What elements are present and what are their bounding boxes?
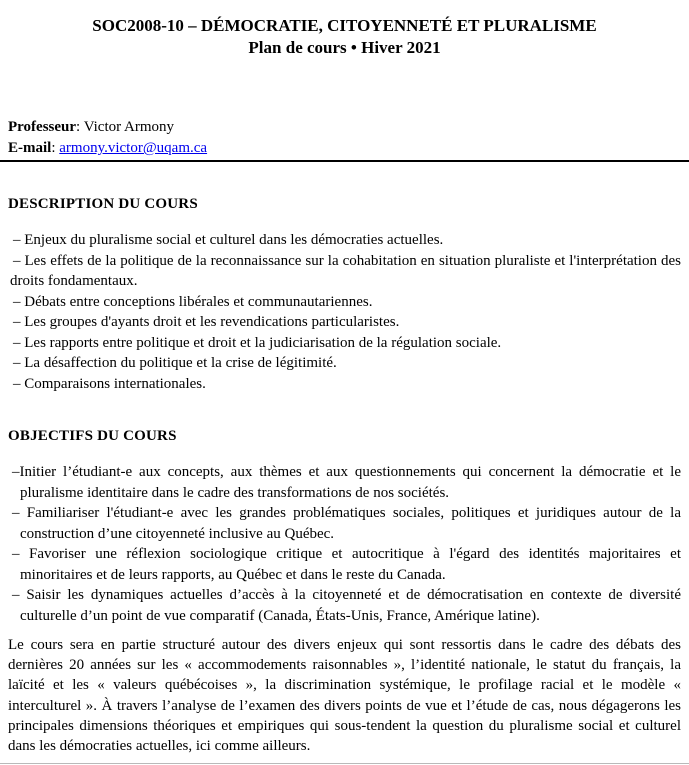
- professor-label: Professeur: [8, 119, 77, 135]
- closing-paragraph: Le cours sera en partie structuré autour des divers enjeux qui sont ressortis dans le cadre des débats des dernières 20 années sur les « accommodements raisonnables », l’identité nationale, le statut du français, la laïcité et les « valeurs québécoises », la discrimination systémique, le profilage racial et le modèle « interculturel ». À travers l’analyse de l’examen des divers points de vue et l’étude de cas, nous dégagerons les principales dimensions théoriques et empiriques qui sous-tendent la question du pluralisme social et culturel dans les démocraties actuelles, ici comme ailleurs.: [8, 637, 681, 755]
- list-item: – Comparaisons internationales.: [13, 375, 206, 392]
- professor-line: [8, 117, 681, 138]
- list-item: – La désaffection du politique et la crise de légitimité.: [13, 355, 337, 371]
- list-item: – Familiariser l'étudiant-e avec les grandes problématiques sociales, politiques et juridiques autour de la construction d’une citoyenneté inclusive au Québec.: [12, 505, 681, 542]
- list-item: – Favoriser une réflexion sociologique critique et autocritique à l'égard des identités majoritaires et minoritaires et de leurs rapports, au Québec et dans le reste du Canada.: [12, 546, 681, 583]
- list-item: – Les rapports entre politique et droit et la judiciarisation de la régulation sociale.: [13, 334, 502, 351]
- list-item: – Saisir les dynamiques actuelles d’accès à la citoyenneté et de démocratisation en contexte de diversité culturelle d’un point de vue comparatif (Canada, États-Unis, France, Amérique latine).: [12, 587, 681, 624]
- course-title: SOC2008-10 – DÉMOCRATIE, CITOYENNETÉ ET PLURALISME: [92, 16, 597, 35]
- email-separator: :: [51, 140, 60, 156]
- header-divider: [0, 160, 689, 162]
- instructor-block: [8, 117, 681, 159]
- list-item: – Enjeux du pluralisme social et culturel dans les démocraties actuelles.: [13, 232, 444, 248]
- syllabus-page: [0, 15, 689, 756]
- list-item: – Les effets de la politique de la reconnaissance sur la cohabitation en situation pluraliste et l'interprétation des droits fondamentaux.: [10, 252, 681, 289]
- objectives-list: [8, 462, 681, 626]
- email-link[interactable]: armony.victor@uqam.ca: [59, 140, 208, 156]
- document-title: [8, 15, 681, 59]
- list-item: –Initier l’étudiant-e aux concepts, aux thèmes et aux questionnements qui concernent la démocratie et le pluralisme identitaire dans le cadre des transformations de nos sociétés.: [12, 464, 681, 501]
- email-label: E-mail: [8, 140, 52, 156]
- description-heading: DESCRIPTION DU COURS: [8, 196, 198, 212]
- list-item: – Débats entre conceptions libérales et communautariennes.: [13, 293, 373, 310]
- objectives-heading: OBJECTIFS DU COURS: [8, 428, 177, 444]
- email-line: [8, 138, 681, 159]
- list-item: – Les groupes d'ayants droit et les revendications particularistes.: [13, 314, 400, 330]
- course-subtitle: Plan de cours • Hiver 2021: [248, 38, 441, 57]
- description-list: [8, 230, 681, 394]
- professor-name: : Victor Armony: [76, 119, 175, 135]
- bottom-page-divider: [0, 763, 689, 764]
